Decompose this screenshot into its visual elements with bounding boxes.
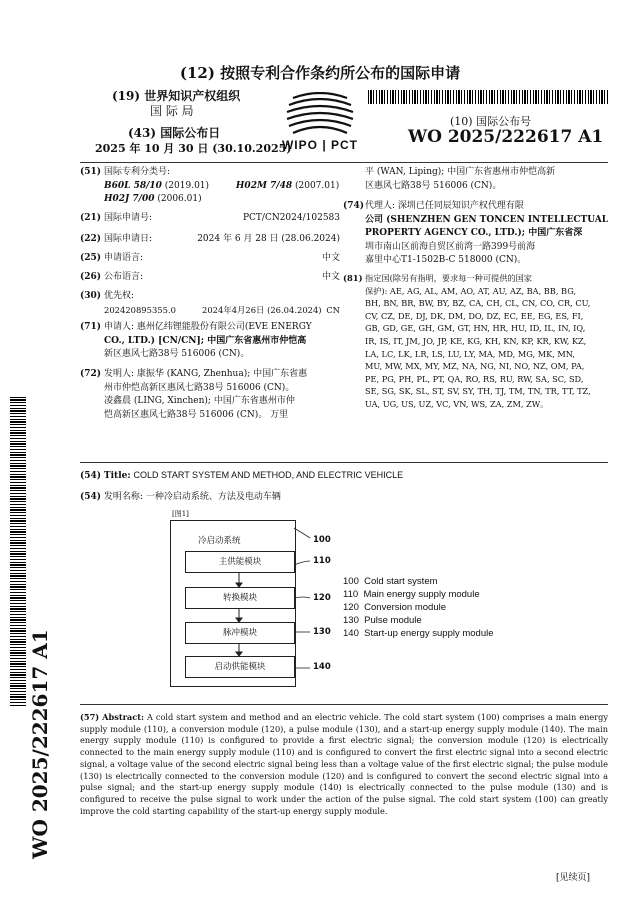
field-ipc — [80, 166, 340, 207]
agent-line: 代理人: 深圳已任同辰知识产权代理有限 — [365, 201, 524, 211]
org-bureau: 国 际 局 — [150, 104, 194, 118]
field-number: (54) — [80, 492, 102, 502]
field-number: (74) — [343, 201, 365, 211]
legend-item — [343, 614, 422, 627]
inventor-line: 区惠风七路38号 516006 (CN)。 — [365, 180, 502, 191]
field-number: (51) — [80, 167, 102, 177]
field-value: 中文 — [321, 253, 340, 263]
header-divider — [80, 162, 608, 163]
field-label: 申请语言: — [104, 253, 144, 263]
ipc-version: (2007.01) — [292, 180, 340, 191]
figure-label: [图1] — [172, 510, 189, 518]
field-number: (57) — [80, 712, 100, 722]
pub-date-label: (43) 国际公布日 — [128, 126, 221, 140]
abstract-divider — [80, 704, 608, 705]
field-number: (71) — [80, 322, 102, 332]
agent-line: 公司 (SHENZHEN GEN TONCEN INTELLECTUAL — [365, 214, 609, 225]
field-number: (21) — [80, 213, 102, 223]
states-line: IR, IS, IT, JM, JO, JP, KE, KG, KH, KN, KP, KR, KW, KZ, — [365, 335, 587, 346]
agent-line: 嘉里中心T1-1502B-C 518000 (CN)。 — [365, 255, 527, 265]
field-label: 优先权: — [104, 291, 135, 301]
field-priority — [80, 290, 340, 320]
legend-item — [343, 575, 438, 588]
field-number: (54) — [80, 471, 102, 481]
field-applicant — [80, 321, 340, 359]
field-value: 一种冷启动系统、方法及电动车辆 — [145, 492, 281, 502]
ipc-class: B60L 58/10 — [104, 180, 162, 191]
inventor-line: 凌鑫晨 (LING, Xinchen); 中国广东省惠州市仲 — [104, 396, 295, 406]
field-number: (26) — [80, 272, 102, 282]
abstract-text: A cold start system and method and an electric vehicle. The cold start system (100) comprises a main energy supply module (110), a conversion module (120), a pulse module (130), and a start-up energy supply module (140). The main energy supply module (110) is configured to provide a first electric signal; the conversion module (120) is electrically connected to the main energy supply module (110) and is configured to convert the first electric signal into a second electric signal, a voltage value of the second electric signal being less than a voltage value of the first electric signal; the pulse module (130) is electrically connected to the conversion module (120) and is configured to convert the second electric signal into a pulse signal; and the start-up energy supply module (140) is electrically connected to the pulse module (130) and is configured to receive the pulse signal to work under the action of the pulse signal. The cold start system (100) can greatly improve the cold starting capability of the start-up energy supply module. — [80, 712, 608, 816]
priority-number: 202420895355.0 — [104, 305, 176, 315]
states-line: CV, CZ, DE, DJ, DK, DM, DO, DZ, EC, EE, EG, ES, FI, — [365, 310, 584, 321]
field-application-number — [80, 212, 340, 226]
legend-text: Pulse module — [364, 615, 422, 626]
field-value: COLD START SYSTEM AND METHOD, AND ELECTRIC VEHICLE — [133, 470, 404, 480]
field-value: 中文 — [321, 272, 340, 282]
ipc-version: (2019.01) — [161, 180, 210, 191]
applicant-line: 新区惠风七路38号 516006 (CN)。 — [104, 349, 250, 359]
title-divider — [80, 462, 608, 463]
wipo-logo-icon — [275, 92, 365, 140]
field-label: 国际专利分类号: — [104, 167, 171, 177]
field-designated-states — [343, 272, 610, 409]
ipc-class: H02M 7/48 — [235, 180, 293, 191]
continued-note: [见续页] — [556, 873, 591, 883]
startup-energy-supply-box: 启动供能模块 — [185, 656, 295, 678]
legend-text: Cold start system — [364, 576, 438, 587]
legend-ref: 110 — [343, 589, 359, 600]
states-line: GB, GD, GE, GH, GM, GT, HN, HR, HU, ID, IL, IN, IQ, — [365, 323, 586, 334]
ref-110: 110 — [313, 556, 331, 566]
states-line: BH, BN, BR, BW, BY, BZ, CA, CH, CL, CN, CO, CR, CU, — [365, 298, 591, 309]
system-title: 冷启动系统 — [198, 536, 241, 546]
ref-120: 120 — [313, 593, 331, 603]
field-number: (72) — [80, 369, 102, 379]
side-publication-number: WO 2025/222617 A1 — [28, 629, 52, 859]
figure-connectors — [160, 520, 330, 690]
abstract — [80, 712, 608, 817]
field-agent — [343, 200, 610, 265]
field-number: (81) — [343, 273, 363, 283]
states-line: PE, PG, PH, PL, PT, QA, RO, RS, RU, RW, SA, SC, SD, — [365, 373, 584, 384]
legend-ref: 140 — [343, 628, 359, 639]
states-line: LA, LC, LK, LR, LS, LU, LY, MA, MD, MG, MK, MN, — [365, 348, 576, 359]
legend-ref: 100 — [343, 576, 359, 587]
wipo-logo-text: WIPO | PCT — [281, 138, 359, 152]
legend-item — [343, 588, 480, 601]
ref-140: 140 — [313, 662, 331, 672]
field-number: (30) — [80, 291, 102, 301]
wipo-logo — [275, 92, 365, 154]
publication-number: WO 2025/222617 A1 — [408, 127, 604, 147]
agent-line: PROPERTY AGENCY CO., LTD.); 中国广东省深 — [365, 228, 583, 238]
states-line: 指定国(除另有指明，要求每一种可提供的国家 — [365, 273, 532, 283]
title-english — [80, 470, 403, 481]
barcode — [368, 90, 608, 104]
field-label: Abstract: — [102, 712, 145, 722]
field-inventors — [80, 368, 340, 420]
legend-ref: 130 — [343, 615, 359, 626]
inventor-line: 发明人: 康振华 (KANG, Zhenhua); 中国广东省惠 — [104, 369, 308, 379]
field-number: (22) — [80, 234, 102, 244]
org-name: (19) 世界知识产权组织 — [112, 89, 241, 103]
pub-date: 2025 年 10 月 30 日 (30.10.2025) — [95, 142, 292, 155]
ipc-version: (2006.01) — [154, 194, 202, 204]
field-value: 2024 年 6 月 28 日 (28.06.2024) — [197, 234, 340, 244]
pulse-module-box: 脉冲模块 — [185, 622, 295, 644]
states-line: 保护): AE, AG, AL, AM, AO, AT, AU, AZ, BA, BB, BG, — [365, 285, 577, 296]
field-filing-date — [80, 233, 340, 247]
legend-text: Start-up energy supply module — [364, 628, 494, 639]
field-filing-language — [80, 252, 340, 266]
states-line: UA, UG, US, UZ, VC, VN, WS, ZA, ZM, ZW。 — [365, 398, 549, 409]
document-header-title: (12) 按照专利合作条约所公布的国际申请 — [179, 64, 461, 82]
legend-text: Main energy supply module — [363, 589, 480, 600]
priority-date: 2024年4月26日 (26.04.2024) — [202, 305, 322, 315]
main-energy-supply-box: 主供能模块 — [185, 551, 295, 573]
legend-ref: 120 — [343, 602, 359, 613]
legend-item — [343, 627, 494, 640]
field-label: Title: — [103, 471, 131, 481]
legend-item — [343, 601, 446, 614]
side-barcode — [10, 397, 26, 707]
title-chinese — [80, 489, 281, 502]
applicant-line: CO., LTD.) [CN/CN]; 中国广东省惠州市仲恺高 — [104, 335, 307, 346]
field-label: 公布语言: — [104, 272, 144, 282]
field-label: 发明名称: — [103, 492, 143, 502]
legend-text: Conversion module — [364, 602, 446, 613]
conversion-module-box: 转换模块 — [185, 587, 295, 609]
inventor-line: 平 (WAN, Liping); 中国广东省惠州市仲恺高新 — [365, 167, 556, 177]
inventor-line: 恺高新区惠风七路38号 516006 (CN)。 万里 — [104, 409, 289, 420]
ref-130: 130 — [313, 627, 331, 637]
field-label: 国际申请号: — [104, 213, 153, 223]
applicant-line: 申请人: 惠州亿纬锂能股份有限公司(EVE ENERGY — [104, 322, 312, 332]
field-label: 国际申请日: — [104, 234, 153, 244]
ipc-class: H02J 7/00 — [104, 194, 155, 204]
states-line: MU, MW, MX, MY, MZ, NA, NG, NI, NO, NZ, OM, PA, — [365, 361, 585, 372]
field-number: (25) — [80, 253, 102, 263]
field-value: PCT/CN2024/102583 — [242, 213, 340, 223]
agent-line: 圳市南山区前海自贸区前湾一路399号前海 — [365, 241, 536, 252]
inventor-line: 州市仲恺高新区惠风七路38号 516006 (CN)。 — [104, 382, 295, 393]
priority-country: CN — [326, 305, 340, 315]
pub-no-label: (10) 国际公布号 — [450, 115, 532, 128]
field-publication-language — [80, 271, 340, 285]
states-line: SE, SG, SK, SL, ST, SV, SY, TH, TJ, TM, TN, TR, TT, TZ, — [365, 386, 591, 397]
ref-100: 100 — [313, 535, 331, 545]
inventors-continued — [365, 166, 610, 193]
